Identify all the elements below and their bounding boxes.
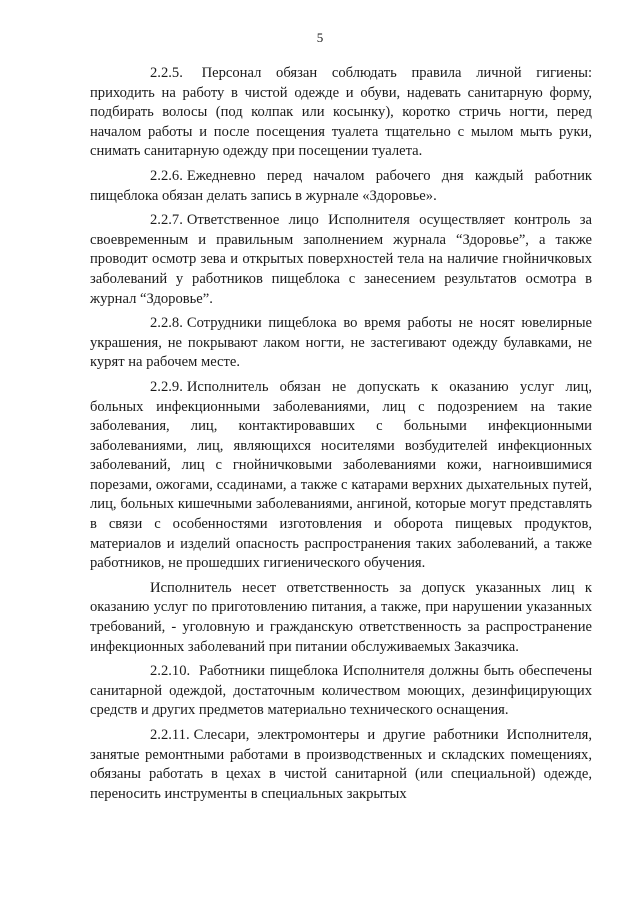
clause-text: Ежедневно перед началом рабочего дня каждый работник пищеблока обязан делать запись в журнале «Здоровье». [90, 167, 592, 204]
document-body [90, 64, 592, 804]
clause-text: Сотрудники пищеблока во время работы не носят ювелирные украшения, не покрывают лаком ногти, не застегивают одежду булавками, не курят на рабочем месте. [90, 315, 592, 371]
clause-text: Ответственное лицо Исполнителя осуществляет контроль за своевременным и правильным заполнением журнала “Здоровье”, а также проводит осмотр зева и открытых поверхностей тела на наличие гнойничковых заболеваний у работников пищеблока с занесением результатов осмотра в журнал “Здоровье”. [90, 212, 592, 307]
clause-text: Работники пищеблока Исполнителя должны быть обеспечены санитарной одеждой, достаточным количеством моющих, дезинфицирующих средств и других предметов материально технического оснащения. [90, 663, 592, 719]
clause-number: 2.2.8. [150, 315, 183, 332]
paragraph-2-2-8 [90, 314, 592, 373]
paragraph-2-2-9 [90, 378, 592, 574]
clause-text: Персонал обязан соблюдать правила личной гигиены: приходить на работу в чистой одежде и обуви, надевать санитарную форму, подбирать волосы (под колпак или косынку), коротко стричь ногти, перед началом работы и после посещения туалета тщательно с мылом мыть руки, снимать санитарную одежду при посещении туалета. [90, 65, 592, 160]
paragraph-2-2-6 [90, 167, 592, 206]
page-number: 5 [316, 30, 324, 45]
clause-number: 2.2.9. [150, 378, 183, 395]
clause-number: 2.2.11. [150, 727, 190, 743]
clause-text: Исполнитель несет ответственность за допуск указанных лиц к оказанию услуг по приготовлению питания, а также, при нарушении указанных требований, - уголовную и гражданскую ответственность за распространение инфекционных заболеваний при питании обслуживаемых Заказчика. [90, 579, 592, 655]
paragraph-2-2-5 [90, 64, 592, 162]
clause-number: 2.2.6. [150, 167, 183, 184]
clause-number: 2.2.10. [150, 663, 191, 680]
paragraph-2-2-10 [90, 662, 592, 721]
clause-number: 2.2.7. [150, 212, 183, 229]
clause-number: 2.2.5. [150, 65, 183, 81]
paragraph-2-2-7 [90, 211, 592, 309]
clause-text: Исполнитель обязан не допускать к оказанию услуг лиц, больных инфекционными заболеваниями, лиц с подозрением на такие заболевания, лиц, контактировавших с больными инфекционными заболеваниями, лиц, являющихся носителями возбудителей инфекционных заболеваний, лиц с гнойничковыми заболеваниями кожи, нагноившимися порезами, ожогами, ссадинами, а также с катарами верхних дыхательных путей, лиц, больных кишечными заболеваниями, ангиной, которые могут представлять в связи с особенностями изготовления и оборота пищевых продуктов, материалов и изделий опасность распространения таких заболеваний, а также работников, не прошедших гигиенического обучения. [90, 378, 592, 572]
clause-text: Слесари, электромонтеры и другие работники Исполнителя, занятые ремонтными работами в производственных и складских помещениях, обязаны работать в цехах в чистой санитарной (или специальной) одежде, переносить инструменты в специальных закрытых [90, 727, 592, 802]
paragraph-2-2-11 [90, 726, 592, 804]
paragraph-liability [90, 579, 592, 657]
